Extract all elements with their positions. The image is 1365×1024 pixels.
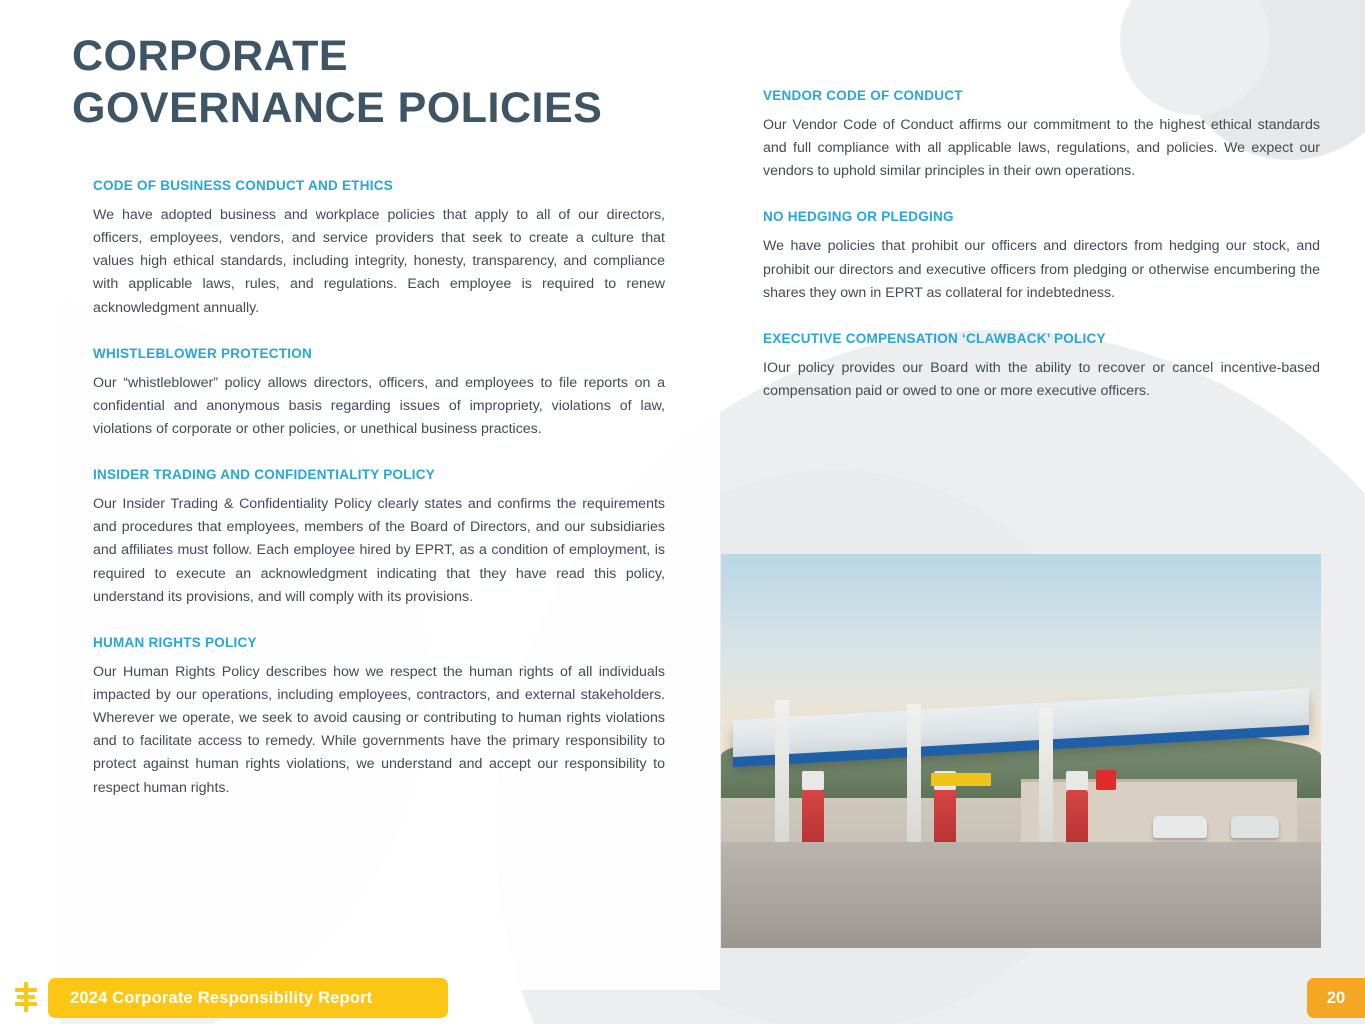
- section-body: Our “whistleblower” policy allows directors, officers, and employees to file reports on a confidential and anonymous basis regarding issues of impropriety, violations of law, violations of corporate or other policies, or unethical business practices.: [93, 374, 665, 437]
- right-column: [763, 88, 1320, 403]
- photo-fuel-pump-top: [802, 771, 824, 791]
- photo-car: [1231, 816, 1279, 838]
- section-body: Our Human Rights Policy describes how we respect the human rights of all individuals impacted by our operations, including employees, contractors, and external stakeholders. Wherever we operate, we seek to avoid causing or contributing to human rights violations and to facilitate access to remedy. While governments have the primary responsibility to protect against human rights violations, we understand and accept our responsibility to respect human rights.: [93, 663, 665, 796]
- photo-canopy-pillar: [775, 700, 789, 842]
- section-human-rights-policy: [93, 635, 665, 800]
- section-body: We have adopted business and workplace policies that apply to all of our directors, officers, employees, vendors, and service providers that seek to create a culture that values high ethical standards, including integrity, honesty, transparency, and compliance with applicable laws, rules, and regulations. Each employee is required to renew acknowledgment annually.: [93, 207, 665, 316]
- section-body: IOur policy provides our Board with the ability to recover or cancel incentive-based compensation paid or owed to one or more executive officers.: [763, 359, 1320, 399]
- footer-bar: [48, 978, 448, 1018]
- page-number-badge: 20: [1307, 978, 1365, 1018]
- photo-canopy-pillar: [1039, 708, 1053, 842]
- section-insider-trading-and-confidentiality-policy: [93, 467, 665, 609]
- section-executive-compensation-clawback-policy: [763, 331, 1320, 403]
- page-title-line-1: CORPORATE: [72, 32, 349, 80]
- section-whistleblower-protection: [93, 346, 665, 441]
- section-body: Our Vendor Code of Conduct affirms our commitment to the highest ethical standards and full compliance with all applicable laws, regulations, and policies. We expect our vendors to uphold similar principles in their own operations.: [763, 117, 1320, 180]
- section-heading: VENDOR CODE OF CONDUCT: [763, 88, 963, 103]
- section-body: We have policies that prohibit our officers and directors from hedging our stock, and prohibit our directors and executive officers from pledging or otherwise encumbering the shares they own in EPRT as collateral for indebtedness.: [763, 238, 1320, 301]
- photo-fuel-pump: [802, 790, 824, 841]
- gas-station-photo: [721, 554, 1321, 948]
- left-column: [93, 178, 665, 800]
- section-heading: INSIDER TRADING AND CONFIDENTIALITY POLICY: [93, 467, 436, 483]
- section-heading: HUMAN RIGHTS POLICY: [93, 634, 257, 650]
- section-heading: NO HEDGING OR PLEDGING: [763, 209, 954, 225]
- section-heading: CODE OF BUSINESS CONDUCT AND ETHICS: [93, 178, 394, 193]
- photo-fuel-pump: [934, 790, 956, 841]
- page-title: [72, 30, 732, 135]
- photo-canopy-pillar: [907, 704, 921, 842]
- page-title-line-2: GOVERNANCE POLICIES: [72, 84, 603, 133]
- section-no-hedging-or-pledging: [763, 209, 1320, 304]
- photo-ground: [721, 842, 1321, 948]
- section-heading: WHISTLEBLOWER PROTECTION: [93, 345, 312, 361]
- section-vendor-code-of-conduct: [763, 88, 1320, 183]
- bookmark-bars-icon: [14, 982, 38, 1012]
- photo-car: [1153, 816, 1207, 838]
- section-heading: EXECUTIVE COMPENSATION ‘CLAWBACK’ POLICY: [763, 330, 1106, 346]
- footer-label: 2024 Corporate Responsibility Report: [70, 988, 373, 1007]
- photo-brand-logo: [1096, 770, 1116, 790]
- section-body: Our Insider Trading & Confidentiality Policy clearly states and confirms the requirements and procedures that employees, members of the Board of Directors, and our subsidiaries and affiliates must follow. Each employee hired by EPRT, as a condition of employment, is required to execute an acknowledgment indicating that they have read this policy, understand its provisions, and will comply with its provisions.: [93, 496, 665, 605]
- photo-store-sign: [931, 773, 991, 786]
- section-code-of-business-conduct-and-ethics: [93, 178, 665, 320]
- photo-fuel-pump: [1066, 790, 1088, 841]
- photo-fuel-pump-top: [1066, 771, 1088, 791]
